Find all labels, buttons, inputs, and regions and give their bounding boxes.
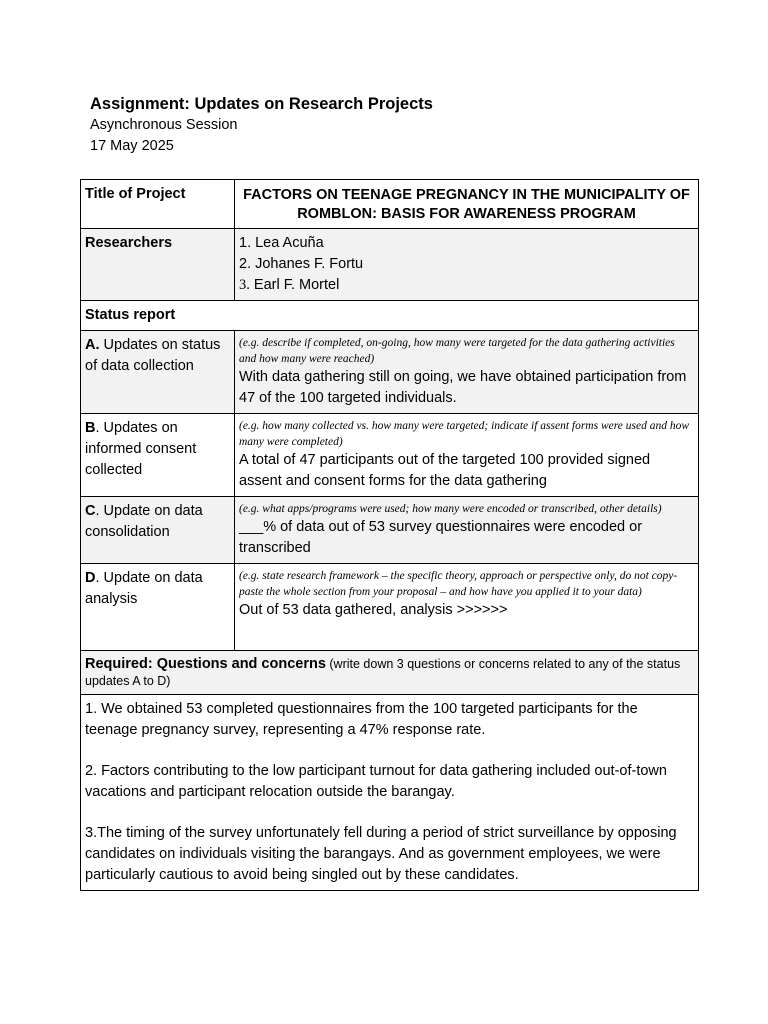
document-header	[90, 93, 433, 157]
questions-heading-row	[81, 651, 699, 695]
status-row-d	[81, 564, 699, 651]
status-text-c: . Update on data consolidation	[85, 503, 203, 540]
project-title-label: Title of Project	[81, 180, 235, 229]
status-answer-c: ___% of data out of 53 survey questionnaires were encoded or transcribed	[239, 519, 643, 556]
status-answer-d: Out of 53 data gathered, analysis >>>>>>	[239, 602, 508, 618]
status-content-b	[235, 414, 699, 497]
status-report-row	[81, 301, 699, 331]
researcher-1: 1. Lea Acuña	[239, 235, 324, 251]
status-report-heading: Status report	[81, 301, 699, 331]
status-text-a: Updates on status of data collection	[85, 337, 221, 374]
status-answer-b: A total of 47 participants out of the targeted 100 provided signed assent and consent forms for the data gathering	[239, 452, 651, 489]
status-row-b	[81, 414, 699, 497]
project-title-value: FACTORS ON TEENAGE PREGNANCY IN THE MUNICIPALITY OF ROMBLON: BASIS FOR AWARENESS PROGRAM	[235, 180, 699, 229]
status-row-a	[81, 331, 699, 414]
status-text-b: . Updates on informed consent collected	[85, 420, 197, 478]
status-hint-c: (e.g. what apps/programs were used; how many were encoded or transcribed, other details)	[239, 503, 662, 515]
researcher-3-number: 3.	[239, 277, 250, 293]
status-letter-c: C	[85, 503, 96, 519]
question-3: 3.The timing of the survey unfortunately fell during a period of strict surveillance by opposing candidates on individuals visiting the barangays. And as government employees, we were particularly cautious to avoid being singled out by these candidates.	[85, 825, 677, 883]
researcher-3-name: Earl F. Mortel	[253, 277, 340, 293]
researchers-list	[235, 229, 699, 301]
question-2: 2. Factors contributing to the low participant turnout for data gathering included out-of-town vacations and participant relocation outside the barangay.	[85, 763, 667, 800]
status-hint-a: (e.g. describe if completed, on-going, how many were targeted for the data gathering activities and how many were reached)	[239, 337, 675, 365]
research-update-table	[80, 179, 699, 891]
status-text-d: . Update on data analysis	[85, 570, 203, 607]
researchers-label: Researchers	[81, 229, 235, 301]
status-content-d	[235, 564, 699, 651]
questions-note: (write down 3 questions or concerns related to any of the status updates A to D)	[85, 657, 681, 688]
status-answer-a: With data gathering still on going, we have obtained participation from 47 of the 100 targeted individuals.	[239, 369, 687, 406]
status-letter-a: A.	[85, 337, 100, 353]
status-content-a	[235, 331, 699, 414]
questions-content	[81, 695, 699, 891]
status-row-c	[81, 497, 699, 564]
questions-label: Required: Questions and concerns	[85, 656, 326, 672]
status-hint-b: (e.g. how many collected vs. how many were targeted; indicate if assent forms were used and how many were completed)	[239, 420, 690, 448]
researcher-3	[239, 275, 694, 296]
questions-content-row	[81, 695, 699, 891]
project-title-row	[81, 180, 699, 229]
question-1: 1. We obtained 53 completed questionnaires from the 100 targeted participants for the teenage pregnancy survey, representing a 47% response rate.	[85, 701, 638, 738]
status-label-d	[81, 564, 235, 651]
status-label-b	[81, 414, 235, 497]
status-content-c	[235, 497, 699, 564]
status-hint-d: (e.g. state research framework – the specific theory, approach or perspective only, do not copy-paste the whole section from your proposal – and how have you applied it to your data)	[239, 570, 678, 598]
status-label-c	[81, 497, 235, 564]
session-type: Asynchronous Session	[90, 117, 238, 133]
researchers-row	[81, 229, 699, 301]
document-date: 17 May 2025	[90, 138, 174, 154]
researcher-2: 2. Johanes F. Fortu	[239, 256, 364, 272]
page-title: Assignment: Updates on Research Projects	[90, 95, 433, 113]
questions-heading	[81, 651, 699, 695]
status-label-a	[81, 331, 235, 414]
status-letter-b: B	[85, 420, 96, 436]
status-letter-d: D	[85, 570, 96, 586]
